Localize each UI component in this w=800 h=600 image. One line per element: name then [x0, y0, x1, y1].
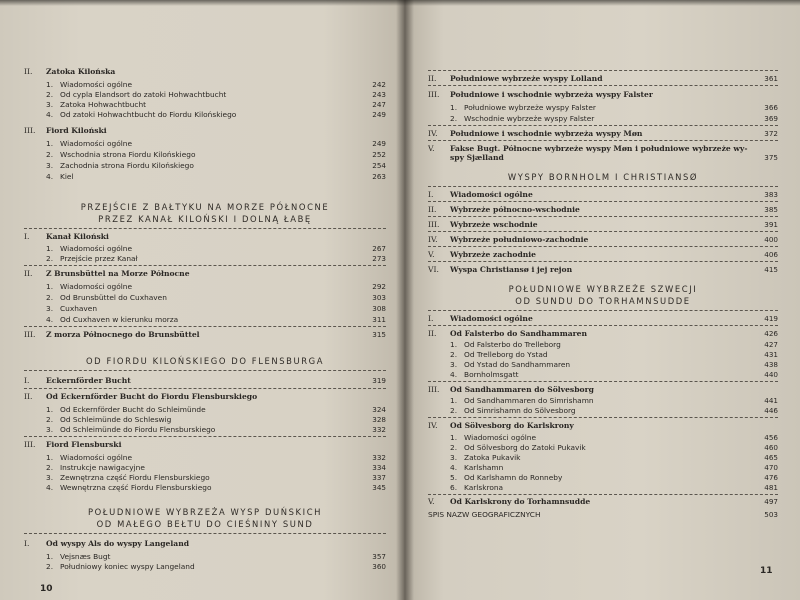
chapter-heading: OD MAŁEGO BEŁTU DO CIEŚNINY SUND [96, 519, 314, 529]
divider [428, 417, 778, 418]
page-number: 10 [40, 584, 53, 594]
chapter-heading: OD SUNDU DO TORHAMNSUDDE [515, 296, 691, 306]
divider [24, 533, 386, 534]
edge-shadow [0, 0, 800, 6]
chapter-heading: POŁUDNIOWE WYBRZEŻA WYSP DUŃSKICH [87, 507, 323, 517]
divider [428, 85, 778, 86]
book-gutter [396, 0, 414, 600]
divider [428, 125, 778, 126]
divider [428, 381, 778, 382]
chapter-heading: WYSPY BORNHOLM I CHRISTIANSØ [507, 172, 699, 182]
divider [428, 261, 778, 262]
divider [24, 265, 386, 266]
divider [428, 140, 778, 141]
divider [428, 70, 778, 71]
divider [428, 186, 778, 187]
chapter-heading: PRZEZ KANAŁ KILOŃSKI I DOLNĄ ŁABĘ [98, 214, 312, 224]
chapter-heading: POŁUDNIOWE WYBRZEŻE SZWECJI [508, 284, 698, 294]
divider [24, 388, 386, 389]
divider [428, 246, 778, 247]
divider [428, 231, 778, 232]
divider [428, 310, 778, 311]
chapter-heading: OD FIORDU KILOŃSKIEGO DO FLENSBURGA [85, 356, 325, 366]
chapter-heading: PRZEJŚCIE Z BAŁTYKU NA MORZE PÓŁNOCNE [80, 202, 330, 212]
divider [24, 370, 386, 371]
divider [428, 325, 778, 326]
divider [428, 216, 778, 217]
divider [428, 494, 778, 495]
left-page: II. Zatoka Kilońska 1. Wiadomości ogólne 242 2. Od cypla Elandsort do zatoki Hohwachtbucht 243 3. Zatoka Hohwachtbucht 247 4. Od zatoki Hohwachtbucht do Fiordu Kilońskiego 249 III. Fiord Kiloński 1. Wiadomości ogólne 249 2. Wschodnia strona Fiordu Kilońskiego 252 3. Zachodnia strona Fiordu Kilońskiego 254 4. Kiel 263 PRZEJŚCIE Z BAŁTYKU NA MORZE PÓŁNOCNE PRZEZ KANAŁ KILOŃSKI I DOLNĄ ŁABĘ I. Kanał Kiloński 1. Wiadomości ogólne 267 2. Przejście przez Kanał 273 II. Z Brunsbüttel na Morze Północne 1. Wiadomości ogólne 292 2. Od Brunsbüttel do Cuxhaven 303 3. Cuxhaven 308 4. Od Cuxhaven w kierunku morza 311 III. Z morza Północnego do Brunsbüttel 315 OD FIORDU KILOŃSKIEGO DO FLENSBURGA I. Eckernförder Bucht 319 II. Od Eckernförder Bucht do Fiordu Flensburskiego 1. Od Eckernförder Bucht do Schleimünde 324 2. Od Schleimünde do Schleswig 328 3. Od Schleimünde do Fiordu Flensburskiego 332 III. Fiord Flensburski 1. Wiadomości ogólne 332 2. Instrukcje nawigacyjne 334 3. Zewnętrzna część Fiordu Flensburskiego 337 4. Wewnętrzna część Fiordu Flensburskiego 345 POŁUDNIOWE WYBRZEŻA WYSP DUŃSKICH OD MAŁEGO BEŁTU DO CIEŚNINY SUND I. Od wyspy Als do wyspy Langeland 1. Vejsnæs Bugt 357 2. Południowy koniec wyspy Langeland 360 10 [0, 0, 404, 600]
page-number: 11 [760, 566, 773, 576]
divider [24, 326, 386, 327]
divider [428, 201, 778, 202]
divider [24, 436, 386, 437]
divider [24, 228, 386, 229]
right-page: II. Południowe wybrzeże wyspy Lolland 361 III. Południowe i wschodnie wybrzeża wyspy Falster 1. Południowe wybrzeże wyspy Falster 366 2. Wschodnie wybrzeże wyspy Falster 369 IV. Południowe i wschodnie wybrzeża wyspy Møn 372 V. Fakse Bugt. Północne wybrzeże wyspy Møn i południowe wybrzeże wy- spy Sjælland 375 WYSPY BORNHOLM I CHRISTIANSØ I. Wiadomości ogólne 383 II. Wybrzeże północno-wschodnie 385 III. Wybrzeże wschodnie 391 IV. Wybrzeże południowo-zachodnie 400 V. Wybrzeże zachodnie 406 VI. Wyspa Christiansø i jej rejon 415 POŁUDNIOWE WYBRZEŻE SZWECJI OD SUNDU DO TORHAMNSUDDE I. Wiadomości ogólne 419 II. Od Falsterbo do Sandhammaren 426 1. Od Falsterbo do Trelleborg 427 2. Od Trelleborg do Ystad 431 3. Od Ystad do Sandhammaren 438 4. Bornholmsgatt 440 III. Od Sandhammaren do Sölvesborg 1. Od Sandhammaren do Simrishamn 441 2. Od Simrishamn do Sölvesborg 446 IV. Od Sölvesborg do Karlskrony 1. Wiadomości ogólne 456 2. Od Sölvesborg do Zatoki Pukavik 460 3. Zatoka Pukavik 465 4. Karlshamn 470 5. Od Karlshamn do Ronneby 476 6. Karlskrona 481 V. Od Karlskrony do Torhamnsudde 497 SPIS NAZW GEOGRAFICZNYCH 503 11 [404, 0, 800, 600]
